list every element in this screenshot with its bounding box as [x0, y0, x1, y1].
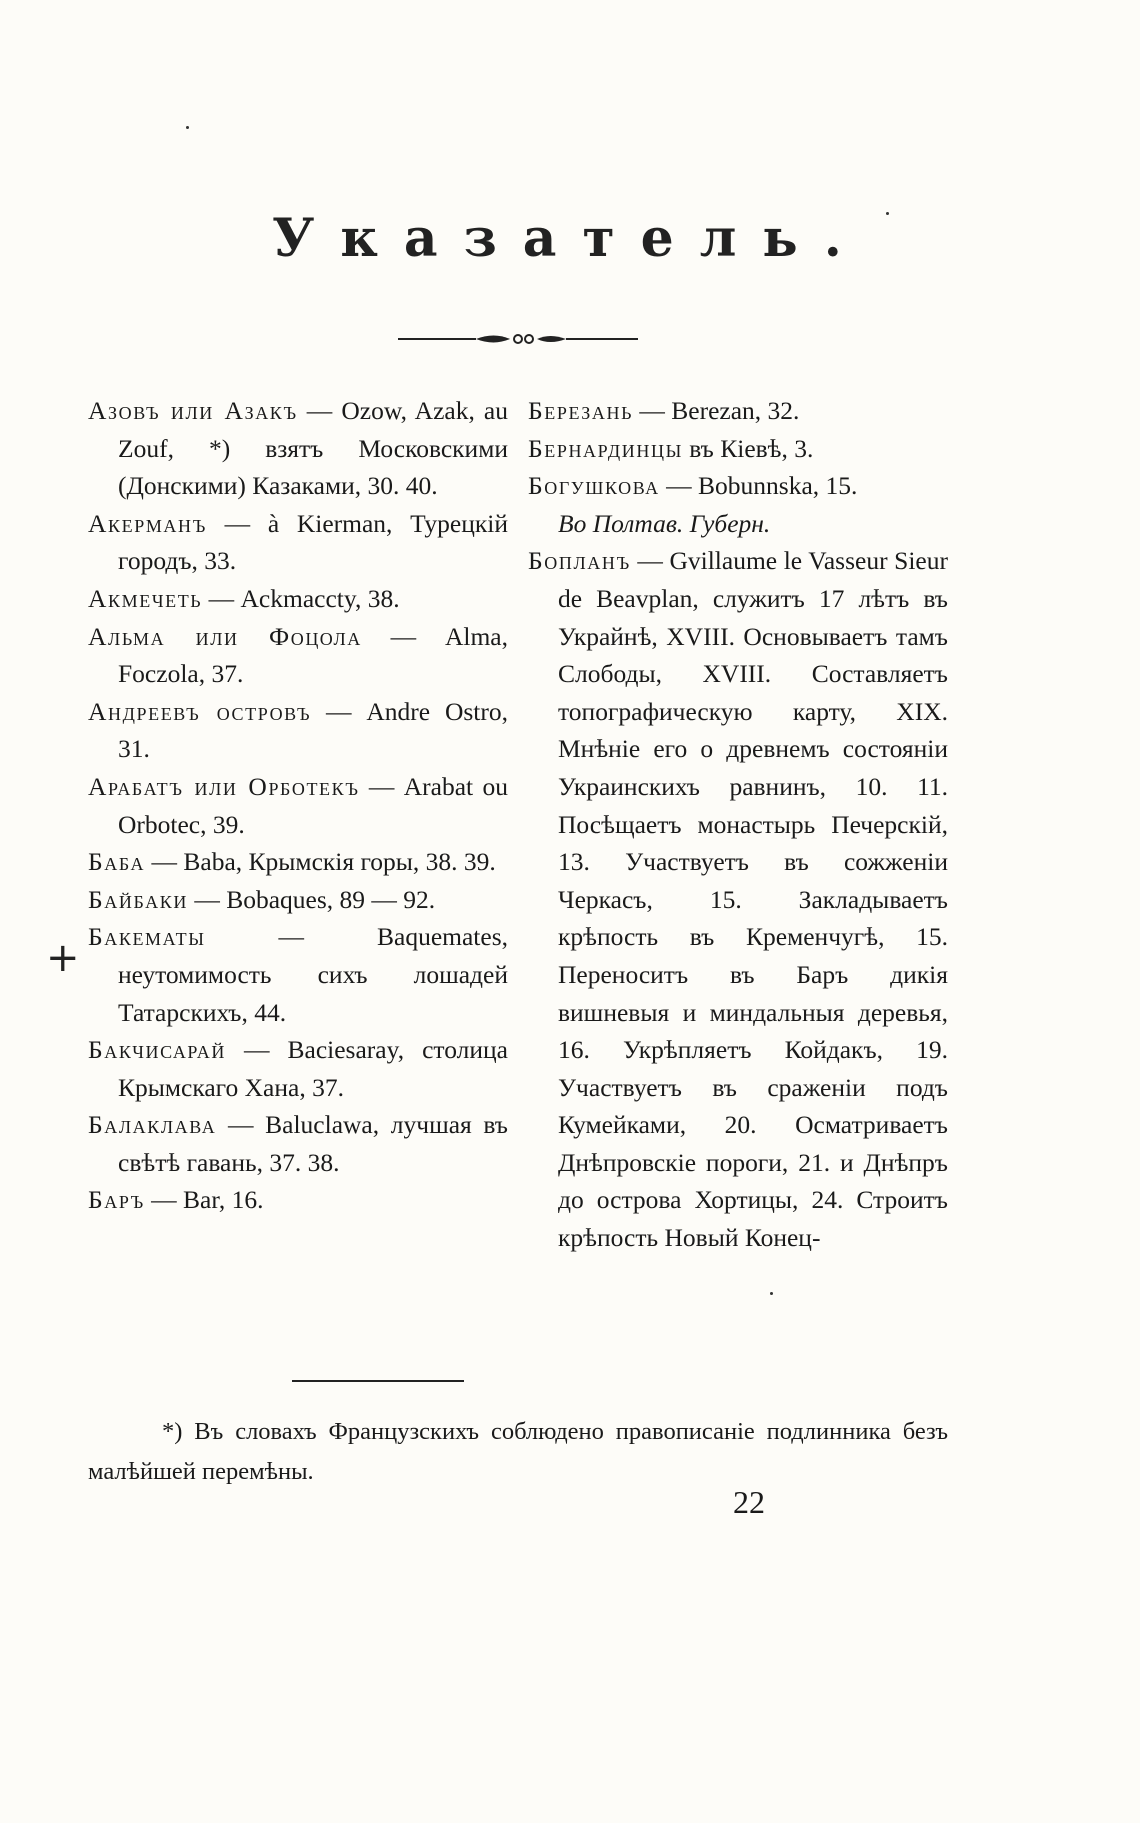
- entry-text: — Andre Ostro, 31.: [118, 696, 508, 764]
- print-speck: [770, 1292, 773, 1295]
- entry-headword: Арабатъ или Орботекъ: [88, 771, 360, 801]
- index-entry: [88, 1181, 508, 1219]
- index-entry: [88, 768, 508, 843]
- index-entry: [88, 580, 508, 618]
- index-entry: [528, 542, 948, 1256]
- entry-headword: Березань: [528, 396, 634, 425]
- index-entry: [88, 1106, 508, 1181]
- entry-text: — Bobunnska, 15.: [659, 471, 858, 501]
- entry-headword: Бопланъ: [528, 546, 631, 576]
- index-entry: [88, 881, 508, 919]
- entry-text: — Alma, Foczola, 37.: [118, 621, 509, 689]
- title-ornament-divider: [398, 328, 638, 350]
- entry-text: — Gvillaume le Vasseur Sieur de Beavplan, служитъ 17 лѣтъ въ Украйнѣ, XVIII. Основываетъ тамъ Слободы, XVIII. Составляетъ топографическую карту, XIX. Мнѣніе его о древнемъ состояніи Украинскихъ равнинъ, 10. 11. Посѣщаетъ монастырь Печерскій, 13. Участвуетъ въ сожженіи Черкасъ, 15. Закладываетъ крѣпость въ Кременчугѣ, 15. Переноситъ въ Баръ дикія вишневыя и миндальныя деревья, 16. Укрѣпляетъ Койдакъ, 19. Участвуетъ въ сраженіи подъ Кумейками, 20. Осматриваетъ Днѣпровскіе пороги, 21. и Днѣпръ до острова Хортицы, 24. Строитъ крѣпость Новый Конец-: [558, 546, 948, 1253]
- page-number: 22: [733, 1484, 765, 1520]
- index-entry: [88, 693, 508, 768]
- index-entry: [88, 505, 508, 580]
- entry-headword: Альма или Фоцола: [88, 621, 362, 651]
- entry-headword: Баръ: [88, 1185, 145, 1215]
- entry-headword: Акерманъ: [88, 508, 207, 538]
- entry-text: — Arabat ou Orbotec, 39.: [118, 771, 508, 839]
- entry-headword: Богушкова: [528, 471, 660, 501]
- entry-text: — Baquemates, неутомимость сихъ лошадей Татарскихъ, 44.: [118, 922, 508, 1027]
- index-entry: [88, 918, 508, 1031]
- entry-text: — à Kierman, Турецкій городъ, 33.: [118, 508, 508, 576]
- entry-headword: Акмечеть: [88, 583, 203, 613]
- entry-headword: Байбаки: [88, 884, 188, 914]
- entry-headword: Бернардинцы: [528, 433, 683, 463]
- page-title: Указатель.: [272, 208, 868, 269]
- print-speck: [186, 126, 189, 129]
- entry-headword: Бакчисарай: [88, 1035, 226, 1065]
- index-entry: [528, 430, 948, 468]
- index-entry: [88, 392, 508, 505]
- index-entry: [88, 618, 508, 693]
- entry-text: — Ozow, Azak, au Zouf, *) взятъ Московскими (Донскими) Казаками, 30. 40.: [118, 396, 508, 501]
- entry-text: — Bobaques, 89 — 92.: [187, 884, 436, 914]
- index-entry: [528, 467, 948, 542]
- entry-text: — Bar, 16.: [144, 1185, 264, 1215]
- entry-text: — Baba, Крымскія горы, 38. 39.: [145, 847, 496, 877]
- entry-headword: Андреевъ островъ: [88, 696, 312, 726]
- entry-text: — Berezan, 32.: [633, 396, 800, 425]
- entry-text: — Ackmaccty, 38.: [202, 583, 400, 613]
- entry-text: — Baluclawa, лучшая въ свѣтѣ гавань, 37. 38.: [118, 1110, 508, 1177]
- index-entry: [88, 843, 508, 881]
- entry-text: въ Кіевѣ, 3.: [682, 433, 814, 463]
- index-entry: [528, 392, 948, 430]
- index-column-right: [528, 392, 948, 1257]
- entry-headword: Бакематы: [88, 922, 206, 952]
- footnote-rule: [292, 1380, 464, 1382]
- entry-headword: Баба: [88, 847, 146, 877]
- entry-text: — Baciesaray, столица Крымскаго Хана, 37.: [118, 1035, 508, 1102]
- margin-cross-mark: +: [46, 935, 80, 981]
- index-entry: [88, 1031, 508, 1106]
- entry-headword: Азовъ или Азакъ: [88, 396, 298, 425]
- index-column-left: [88, 392, 508, 1219]
- entry-note: Во Полтав. Губерн.: [558, 508, 771, 538]
- entry-headword: Балаклава: [88, 1110, 217, 1140]
- footnote: *) Въ словахъ Французскихъ соблюдено правописаніе подлинника безъ малѣйшей перемѣны.: [88, 1418, 948, 1485]
